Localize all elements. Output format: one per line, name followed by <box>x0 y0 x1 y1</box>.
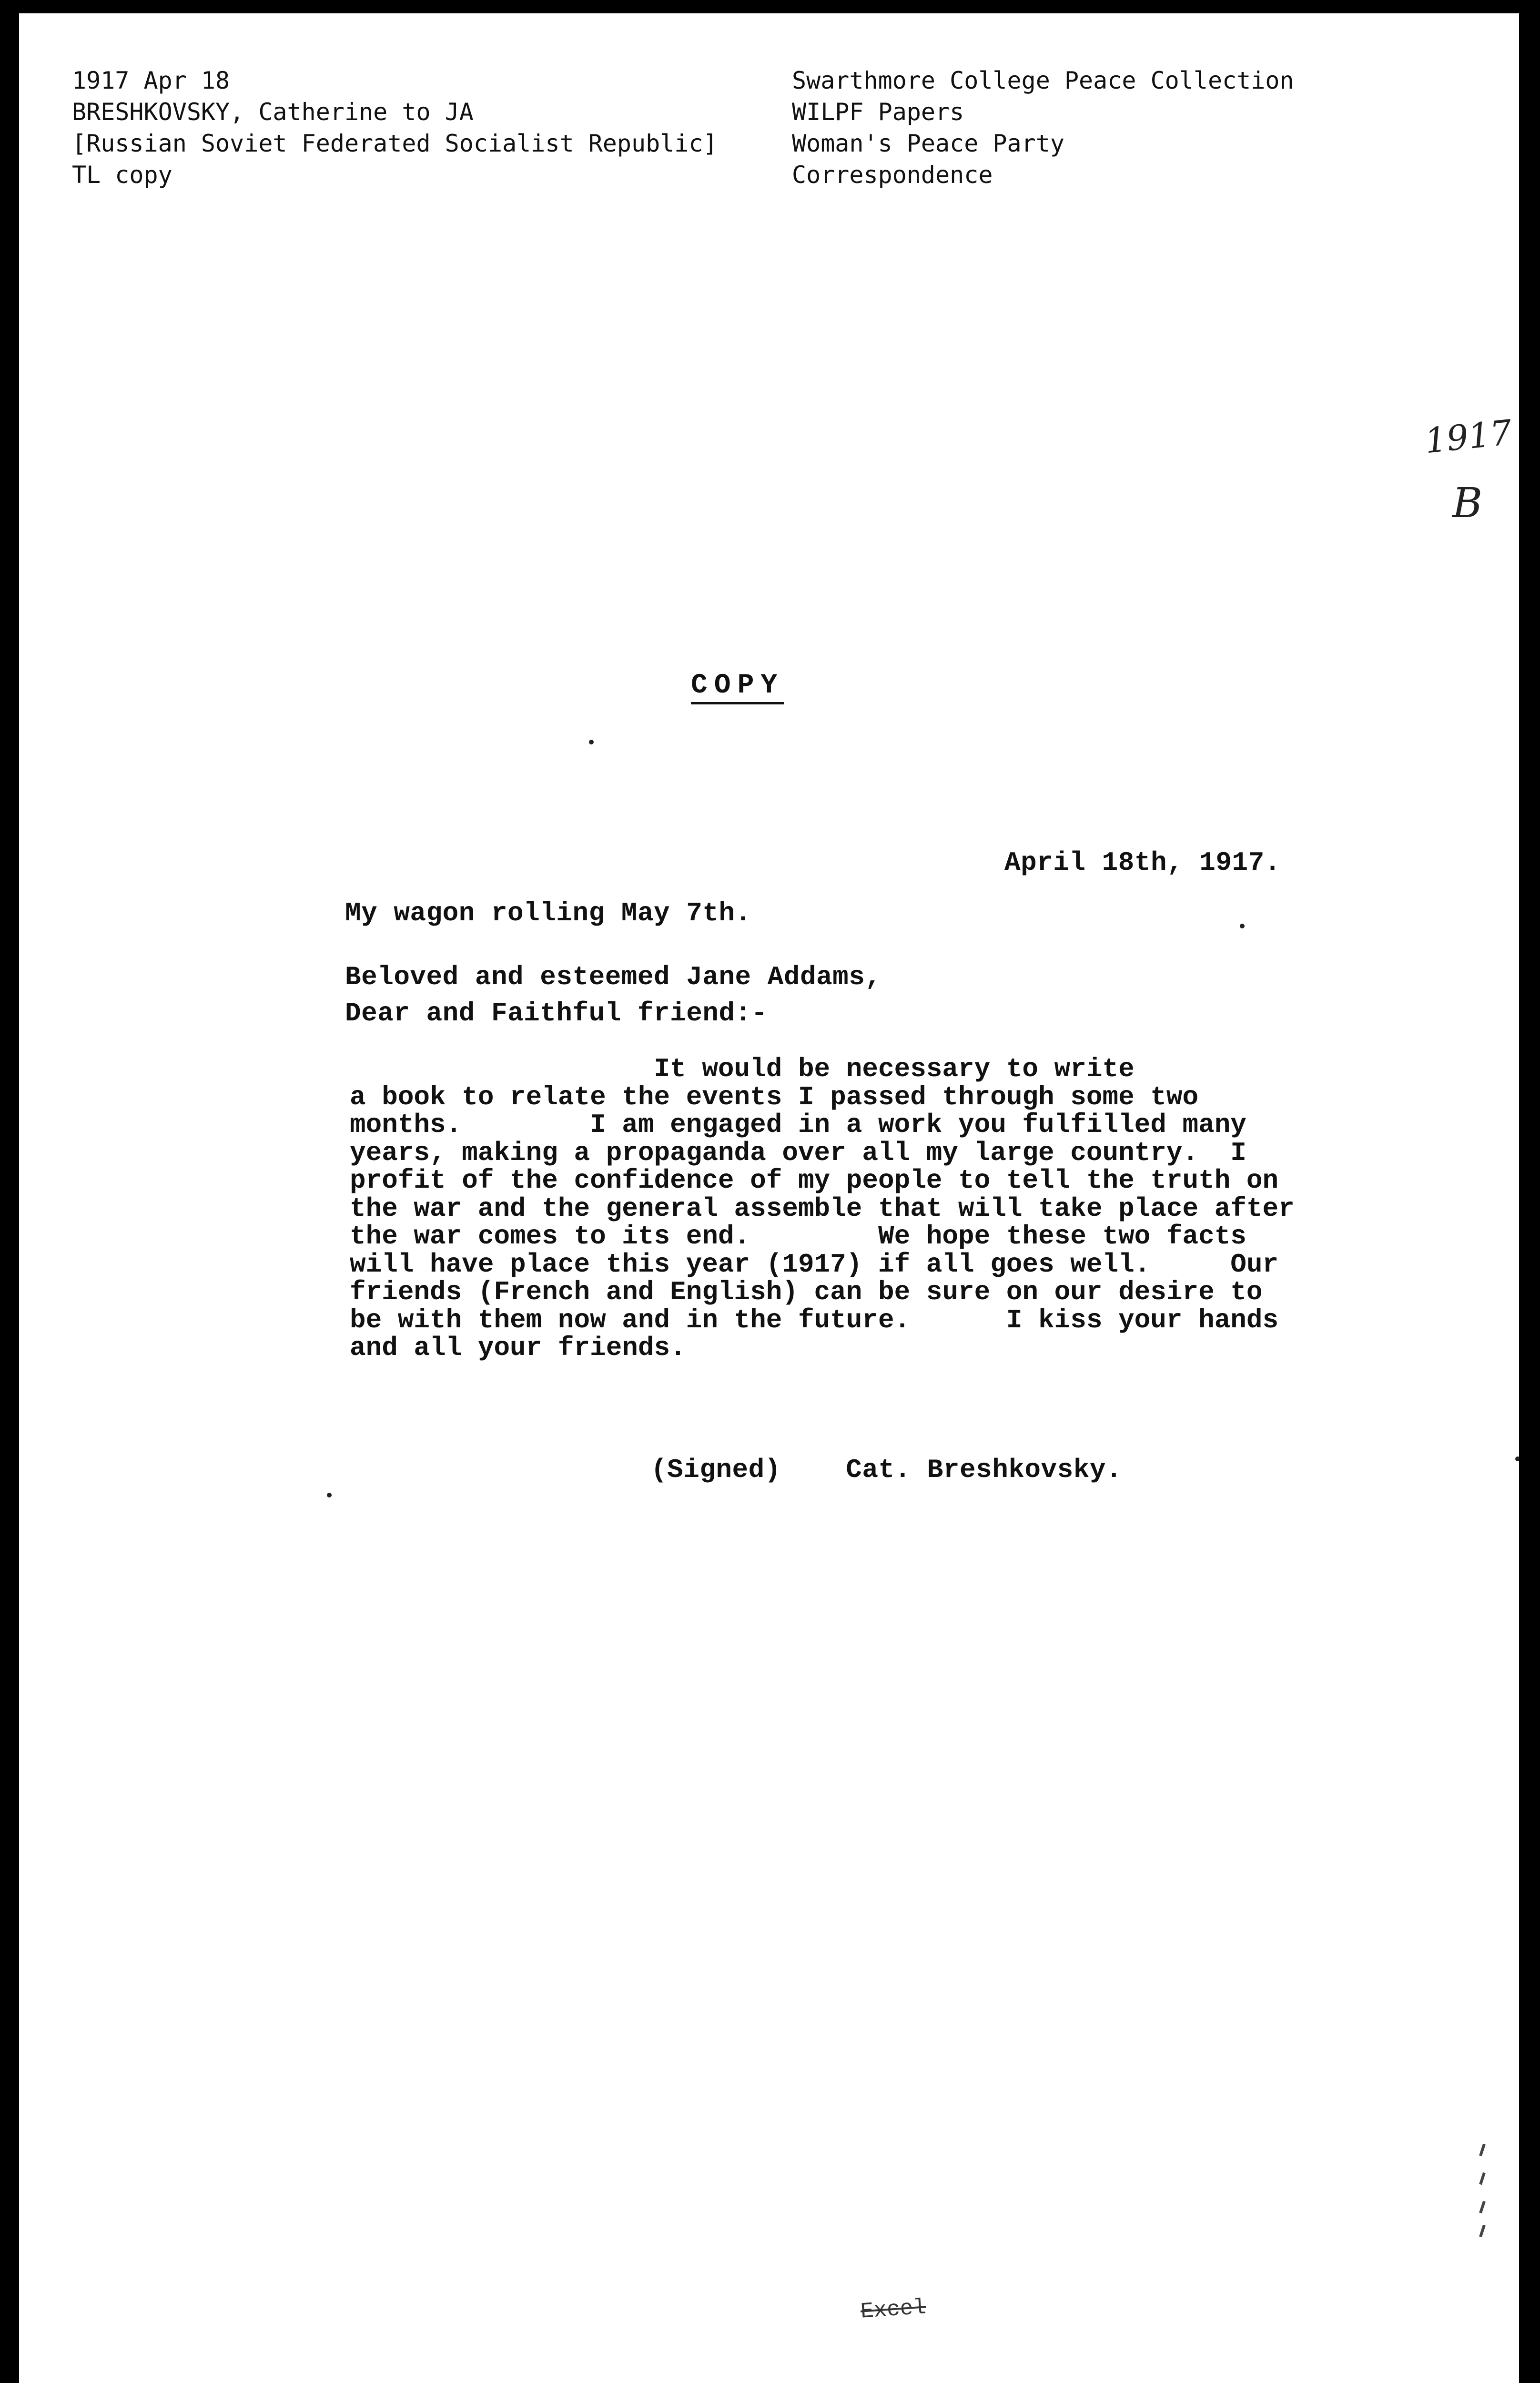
ink-speck <box>327 1493 332 1497</box>
signature-line: (Signed) Cat. Breshkovsky. <box>651 1455 1123 1485</box>
catalog-header-left <box>72 65 718 191</box>
body-line: be with them now and in the future. I kiss your hands <box>350 1304 1279 1335</box>
body-line: profit of the confidence of my people to tell the truth on <box>350 1165 1279 1196</box>
collection-series: Woman's Peace Party <box>792 130 1064 157</box>
body-line: the war and the general assemble that will take place after <box>350 1193 1295 1224</box>
handwritten-year-note: 1917 <box>1423 412 1514 461</box>
ink-speck <box>589 740 594 744</box>
catalog-correspondents: BRESHKOVSKY, Catherine to JA <box>72 98 474 126</box>
document-page <box>19 13 1519 2383</box>
body-line: the war comes to its end. We hope these two facts <box>350 1221 1246 1252</box>
body-line: It would be necessary to write <box>350 1054 1135 1084</box>
body-line: and all your friends. <box>350 1333 686 1363</box>
crossed-out-stamp: Excel <box>860 2295 927 2324</box>
letter-date: April 18th, 1917. <box>1004 847 1281 878</box>
catalog-date: 1917 Apr 18 <box>72 67 230 94</box>
salutation-line-2: Dear and Faithful friend:- <box>345 998 768 1029</box>
body-line: years, making a propaganda over all my large country. I <box>350 1137 1246 1168</box>
salutation-line-1: Beloved and esteemed Jane Addams, <box>345 962 881 992</box>
catalog-type: TL copy <box>72 161 172 189</box>
body-line: will have place this year (1917) if all goes well. Our <box>350 1249 1279 1280</box>
catalog-place: [Russian Soviet Federated Socialist Republic] <box>72 130 718 157</box>
margin-marks <box>1478 2144 1488 2239</box>
ink-speck <box>1240 924 1245 928</box>
copy-heading: COPY <box>691 670 784 704</box>
letter-body <box>350 1055 1295 1362</box>
ink-speck <box>1515 1456 1519 1461</box>
letter-postscript: My wagon rolling May 7th. <box>345 898 751 928</box>
body-line: a book to relate the events I passed through some two <box>350 1081 1199 1112</box>
body-line: months. I am engaged in a work you fulfilled many <box>350 1110 1246 1140</box>
body-line: friends (French and English) can be sure on our desire to <box>350 1277 1263 1307</box>
collection-papers: WILPF Papers <box>792 98 964 126</box>
handwritten-letter-note: B <box>1452 479 1483 527</box>
catalog-header-right <box>792 65 1294 191</box>
collection-name: Swarthmore College Peace Collection <box>792 67 1294 94</box>
collection-subseries: Correspondence <box>792 161 993 189</box>
